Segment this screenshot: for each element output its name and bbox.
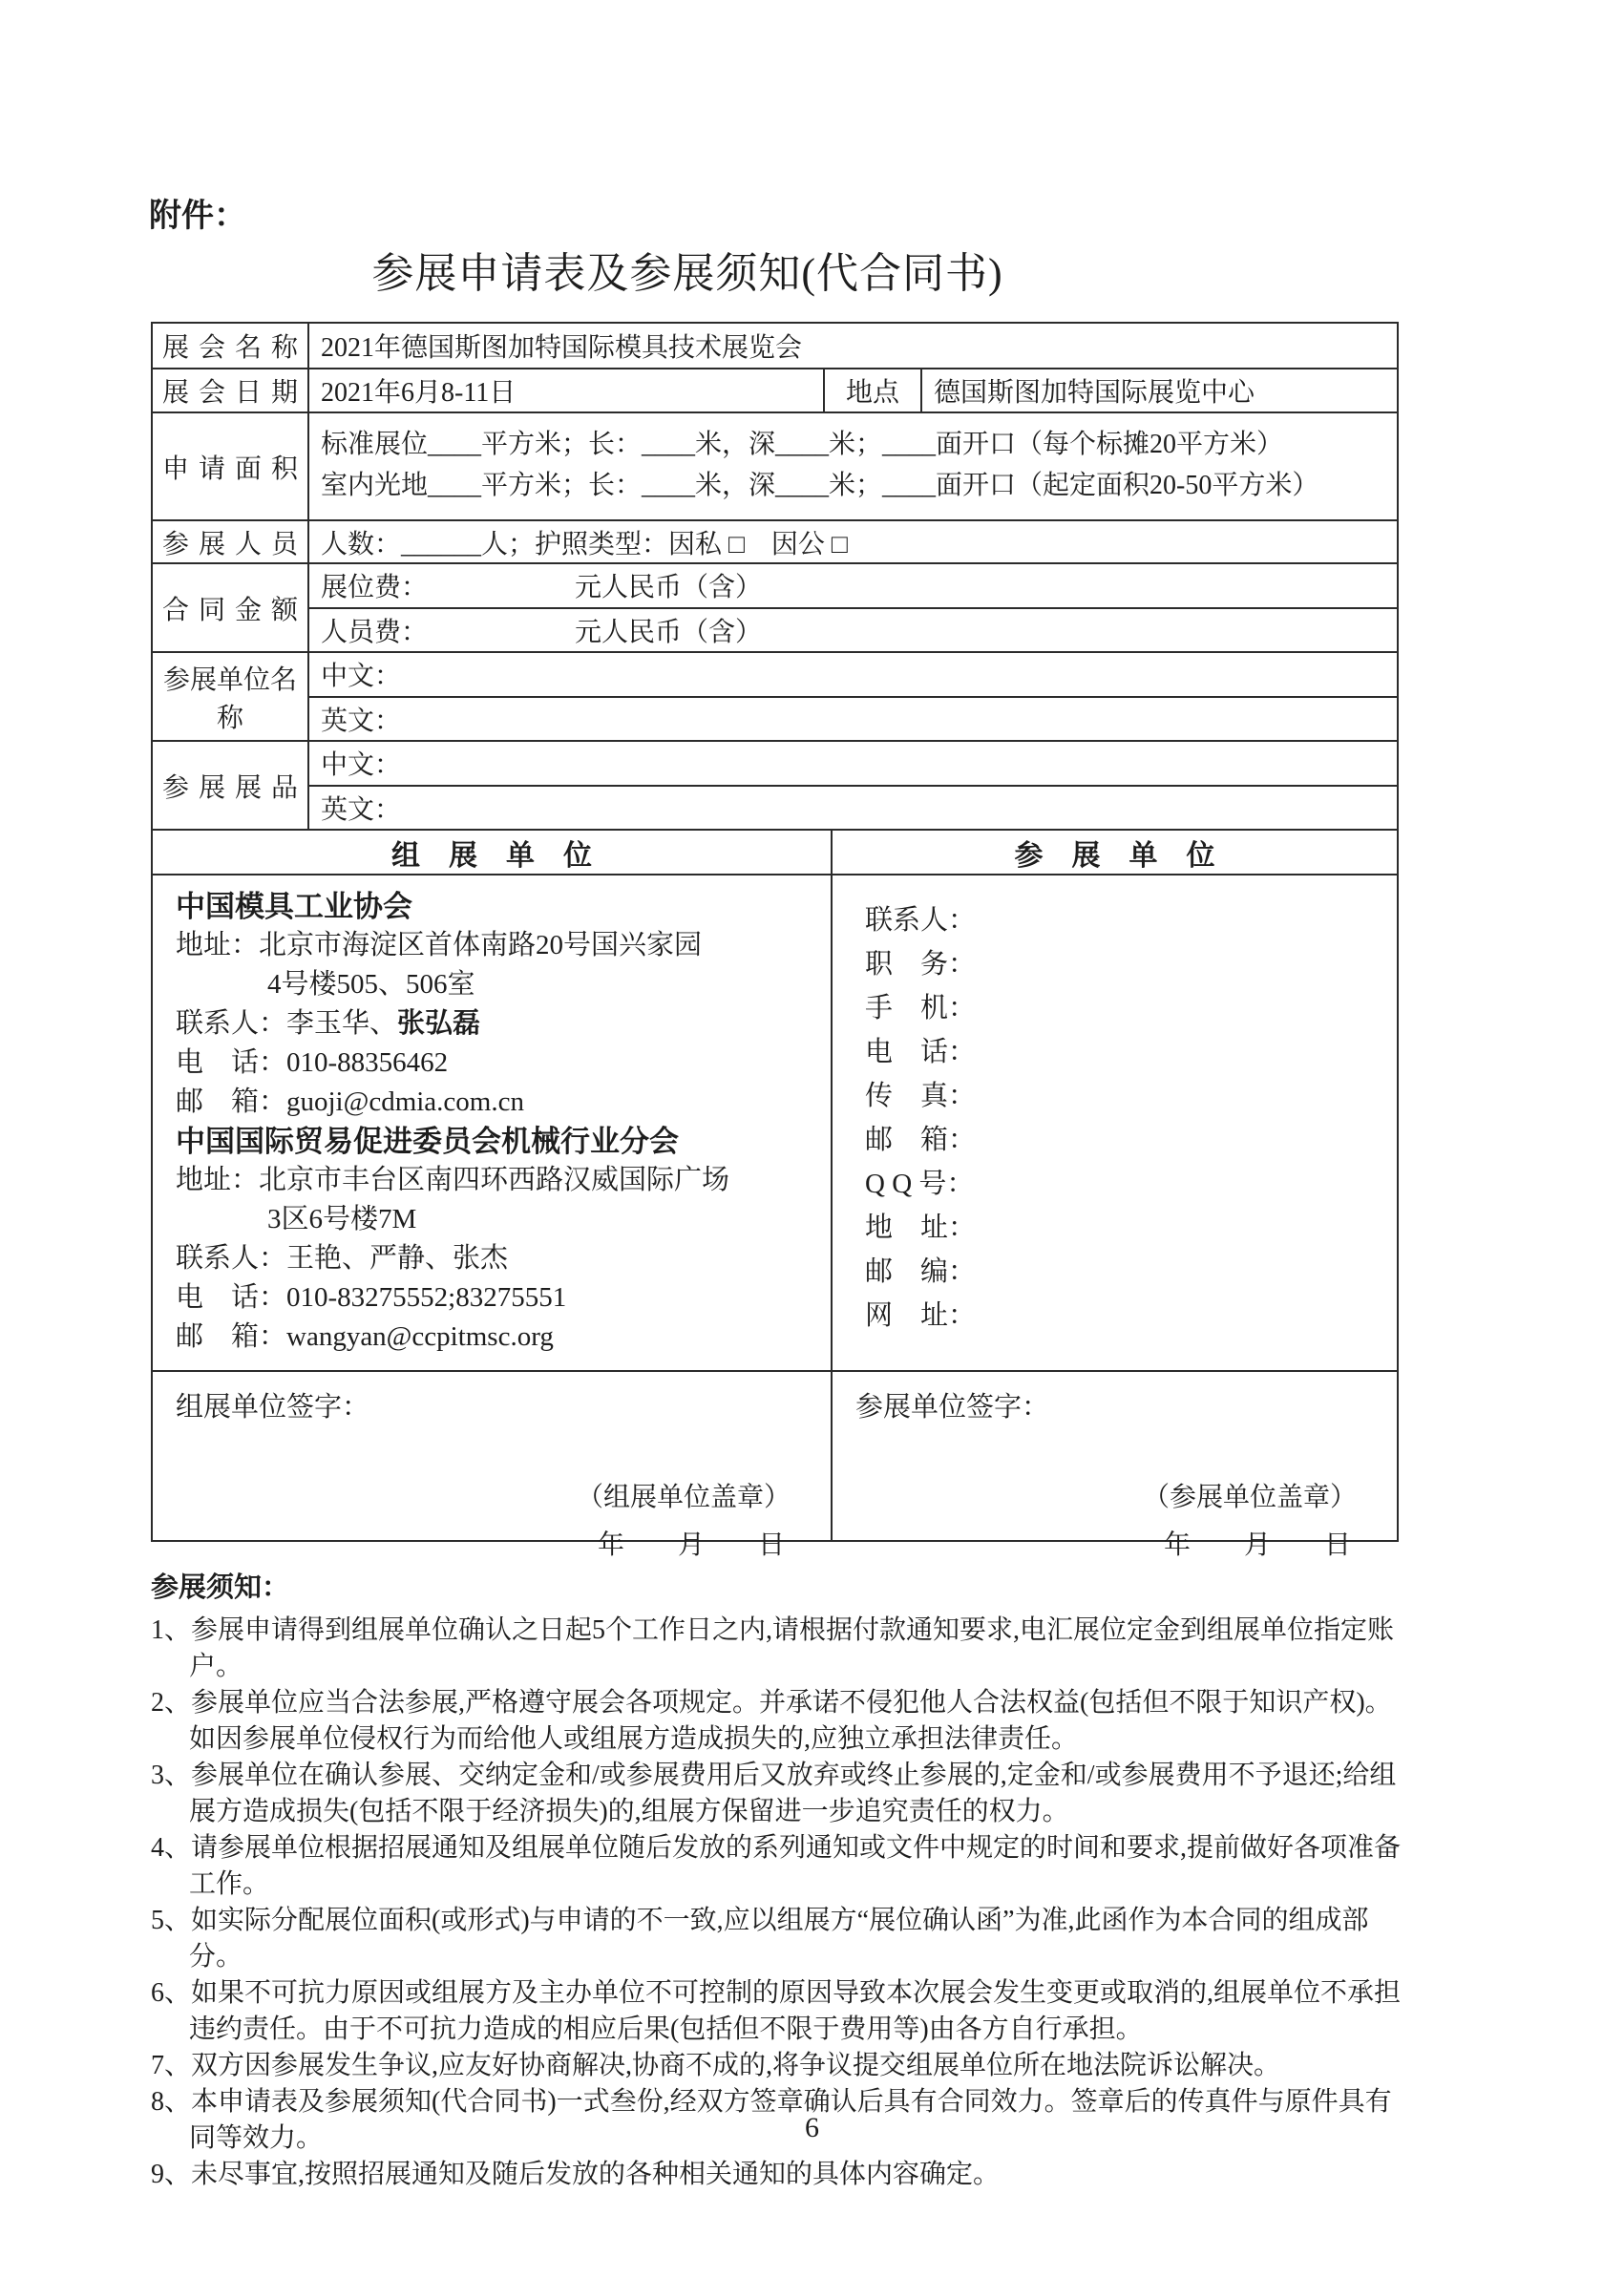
organizer1-name: 中国模具工业协会 <box>176 890 412 923</box>
notes-heading: 参展须知： <box>151 1572 290 1603</box>
note-item-6: 6、如果不可抗力原因或组展方及主办单位不可控制的原因导致本次展会发生变更或取消的,组展单位不承担违约责任。由于不可抗力造成的相应后果(包括但不限于费用等)由各方自行承担。 <box>151 1978 1402 2044</box>
organizer-date-line: 年 月 日 <box>597 1530 785 1560</box>
organizer2-contacts: 联系人：王艳、严静、张杰 <box>176 1243 509 1274</box>
contract-amount-values <box>307 564 1397 651</box>
applied-area-line-standard: 标准展位____平方米；长：____米，深____米；____面开口（每个标摊20平方米） <box>321 430 1284 459</box>
organizer2-phone: 电 话：010-83275552;83275551 <box>176 1282 567 1313</box>
row-contact-details <box>153 874 1397 1370</box>
exhibits-label: 参展展品 <box>162 772 308 803</box>
organizer1-address-line2: 4号楼505、506室 <box>267 969 475 1000</box>
organizer2-address-line2: 3区6号楼7M <box>267 1204 417 1234</box>
place-value: 德国斯图加特国际展览中心 <box>920 369 1397 411</box>
organizer2-address-line1: 地址：北京市丰台区南四环西路汉威国际广场 <box>176 1165 730 1195</box>
exhibitor-field-position: 职 务： <box>865 949 977 980</box>
row-contract-amount <box>153 562 1397 651</box>
row-exhibits <box>153 740 1397 829</box>
organizer-signature-label: 组展单位签字： <box>176 1392 370 1423</box>
organizer-signature-cell <box>153 1372 831 1560</box>
note-item-2: 2、参展单位应当合法参展,严格遵守展会各项规定。并承诺不侵犯他人合法权益(包括但不限于知识产权)。如因参展单位侵权行为而给他人或组展方造成损失的,应独立承担法律责任。 <box>151 1688 1392 1754</box>
exhibition-name-value: 2021年德国斯图加特国际模具技术展览会 <box>307 324 1397 368</box>
company-name-en-line: 英文： <box>309 696 1397 741</box>
note-item-8: 8、本申请表及参展须知(代合同书)一式叁份,经双方签章确认后具有合同效力。签章后的传真件与原件具有同等效力。 <box>151 2087 1392 2153</box>
organizer1-contacts-bold-name: 张弘磊 <box>397 1008 481 1039</box>
organizer1-contacts-prefix: 联系人：李玉华、 <box>176 1008 398 1039</box>
exhibitor-field-phone: 电 话： <box>865 1037 977 1067</box>
row-staff <box>153 519 1397 562</box>
exhibitor-signature-cell <box>831 1372 1397 1560</box>
organizer-details <box>153 875 831 1370</box>
note-item-4: 4、请参展单位根据招展通知及组展单位随后发放的系列通知或文件中规定的时间和要求,提前做好各项准备工作。 <box>151 1833 1402 1899</box>
applied-area-line-raw-space: 室内光地____平方米；长：____米，深____米；____面开口（起定面积20-50平方米） <box>321 471 1319 500</box>
note-item-5: 5、如实际分配展位面积(或形式)与申请的不一致,应以组展方“展位确认函”为准,此函作为本合同的组成部分。 <box>151 1906 1369 1972</box>
exhibition-notes <box>151 1566 1403 2193</box>
company-name-label: 参展单位名称 <box>162 664 297 733</box>
company-name-values <box>307 653 1397 740</box>
row-section-headers <box>153 829 1397 874</box>
exhibitor-field-postcode: 邮 编： <box>865 1256 977 1287</box>
exhibitor-fields <box>831 875 1397 1370</box>
company-name-cn-line: 中文： <box>321 662 402 692</box>
exhibitor-field-contact: 联系人： <box>865 905 977 936</box>
exhibits-en-line: 英文： <box>309 785 1397 830</box>
exhibition-name-label: 展会名称 <box>162 333 308 363</box>
application-form-table <box>151 322 1399 1560</box>
exhibits-cn-line: 中文： <box>321 750 402 781</box>
organizer-header: 组 展 单 位 <box>391 839 592 872</box>
contract-amount-label: 合同金额 <box>162 595 308 625</box>
applied-area-value <box>307 413 1397 519</box>
attachment-label: 附件： <box>149 199 246 234</box>
row-company-name <box>153 651 1397 740</box>
exhibition-date-label: 展会日期 <box>162 378 308 408</box>
booth-fee-line: 展位费： 元人民币（含） <box>321 573 763 603</box>
exhibitor-date-line: 年 月 日 <box>1163 1530 1351 1560</box>
row-signatures <box>153 1370 1397 1560</box>
organizer1-address-line1: 地址：北京市海淀区首体南路20号国兴家园 <box>176 930 703 960</box>
exhibitor-field-website: 网 址： <box>865 1300 977 1331</box>
exhibitor-stamp-note: （参展单位盖章） <box>1142 1483 1357 1512</box>
exhibitor-signature-label: 参展单位签字： <box>855 1392 1050 1423</box>
note-item-3: 3、参展单位在确认参展、交纳定金和/或参展费用后又放弃或终止参展的,定金和/或参展费用不予退还;给组展方造成损失(包括不限于经济损失)的,组展方保留进一步追究责任的权力。 <box>151 1761 1397 1826</box>
row-applied-area <box>153 411 1397 519</box>
personnel-fee-line: 人员费： 元人民币（含） <box>309 607 1397 652</box>
exhibitor-field-email: 邮 箱： <box>865 1125 977 1155</box>
organizer1-phone: 电 话：010-88356462 <box>176 1047 449 1078</box>
note-item-1: 1、参展申请得到组展单位确认之日起5个工作日之内,请根据付款通知要求,电汇展位定金到组展单位指定账户。 <box>151 1615 1395 1681</box>
note-item-7: 7、双方因参展发生争议,应友好协商解决,协商不成的,将争议提交组展单位所在地法院诉讼解决。 <box>151 2051 1281 2080</box>
organizer1-contacts <box>176 1004 821 1044</box>
organizer2-name: 中国国际贸易促进委员会机械行业分会 <box>176 1125 679 1158</box>
row-exhibition-date <box>153 368 1397 411</box>
staff-value: 人数：______人；护照类型：因私 □ 因公 □ <box>307 521 1397 562</box>
exhibitor-field-address: 地 址： <box>865 1213 977 1243</box>
place-label: 地点 <box>823 369 920 411</box>
organizer2-email: 邮 箱：wangyan@ccpitmsc.org <box>176 1321 554 1352</box>
exhibitor-header: 参 展 单 位 <box>831 831 1397 874</box>
exhibitor-field-fax: 传 真： <box>865 1081 977 1111</box>
exhibitor-field-mobile: 手 机： <box>865 993 977 1023</box>
row-exhibition-name <box>153 324 1397 368</box>
note-item-9: 9、未尽事宜,按照招展通知及随后发放的各种相关通知的具体内容确定。 <box>151 2160 1001 2189</box>
page-number: 6 <box>805 2112 819 2143</box>
exhibits-values <box>307 742 1397 829</box>
exhibition-date-value: 2021年6月8-11日 <box>307 369 823 411</box>
staff-label: 参展人员 <box>162 529 308 559</box>
organizer-stamp-note: （组展单位盖章） <box>576 1483 791 1512</box>
page-title: 参展申请表及参展须知(代合同书) <box>371 250 1003 297</box>
exhibitor-field-qq: Q Q 号： <box>865 1169 975 1199</box>
organizer1-email: 邮 箱：guoji@cdmia.com.cn <box>176 1086 524 1117</box>
applied-area-label: 申请面积 <box>162 453 308 484</box>
